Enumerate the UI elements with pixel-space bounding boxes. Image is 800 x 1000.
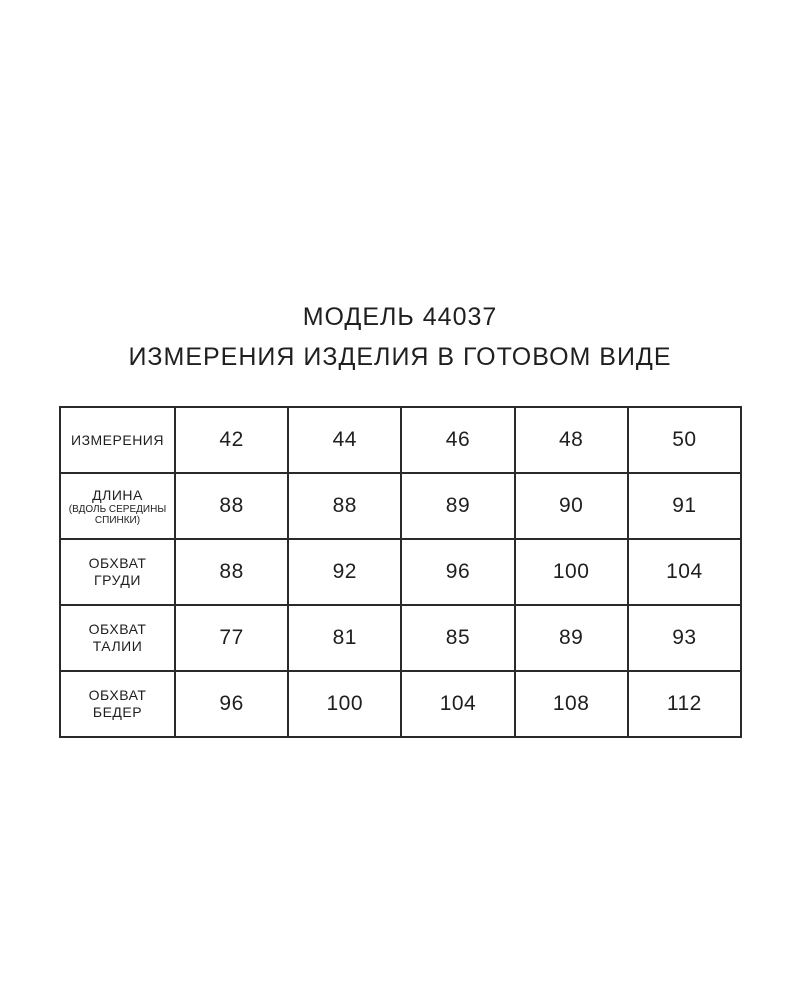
- page-title: [0, 300, 800, 374]
- row-label-length: [60, 473, 175, 539]
- value-cell: 89: [515, 605, 628, 671]
- model-title: МОДЕЛЬ 44037: [302, 303, 498, 331]
- value-cell: 100: [288, 671, 401, 737]
- header-label-cell: ИЗМЕРЕНИЯ: [60, 407, 175, 473]
- row-label-text: ДЛИНА: [92, 486, 143, 503]
- row-label-hips: [60, 671, 175, 737]
- value-cell: 89: [401, 473, 514, 539]
- value-cell: 81: [288, 605, 401, 671]
- value-cell: 108: [515, 671, 628, 737]
- value-cell: 90: [515, 473, 628, 539]
- size-chart-table: [59, 406, 742, 738]
- value-cell: 88: [288, 473, 401, 539]
- value-cell: 104: [628, 539, 741, 605]
- value-cell: 100: [515, 539, 628, 605]
- value-cell: 85: [401, 605, 514, 671]
- row-label-text: ГРУДИ: [94, 572, 141, 588]
- size-header-cell: 42: [175, 407, 288, 473]
- size-header-cell: 44: [288, 407, 401, 473]
- value-cell: 88: [175, 539, 288, 605]
- row-label-waist: [60, 605, 175, 671]
- row-label-text: ОБХВАТ: [88, 621, 147, 637]
- value-cell: 93: [628, 605, 741, 671]
- row-label-text: БЕДЕР: [92, 704, 143, 720]
- row-label-text: ОБХВАТ: [88, 555, 147, 571]
- value-cell: 96: [175, 671, 288, 737]
- table-row-hips: [60, 671, 741, 737]
- value-cell: 112: [628, 671, 741, 737]
- table-header-row: [60, 407, 741, 473]
- size-header-cell: 50: [628, 407, 741, 473]
- value-cell: 91: [628, 473, 741, 539]
- row-label-chest: [60, 539, 175, 605]
- size-header-cell: 46: [401, 407, 514, 473]
- value-cell: 92: [288, 539, 401, 605]
- value-cell: 96: [401, 539, 514, 605]
- value-cell: 88: [175, 473, 288, 539]
- table-row-length: [60, 473, 741, 539]
- row-label-text: ТАЛИИ: [92, 638, 143, 654]
- measurements-subtitle: ИЗМЕРЕНИЯ ИЗДЕЛИЯ В ГОТОВОМ ВИДЕ: [128, 343, 672, 371]
- table-row-waist: [60, 605, 741, 671]
- table-row-chest: [60, 539, 741, 605]
- size-header-cell: 48: [515, 407, 628, 473]
- value-cell: 77: [175, 605, 288, 671]
- row-label-text: ОБХВАТ: [88, 687, 147, 703]
- value-cell: 104: [401, 671, 514, 737]
- row-label-note: (ВДОЛЬ СЕРЕДИНЫ СПИНКИ): [68, 503, 167, 526]
